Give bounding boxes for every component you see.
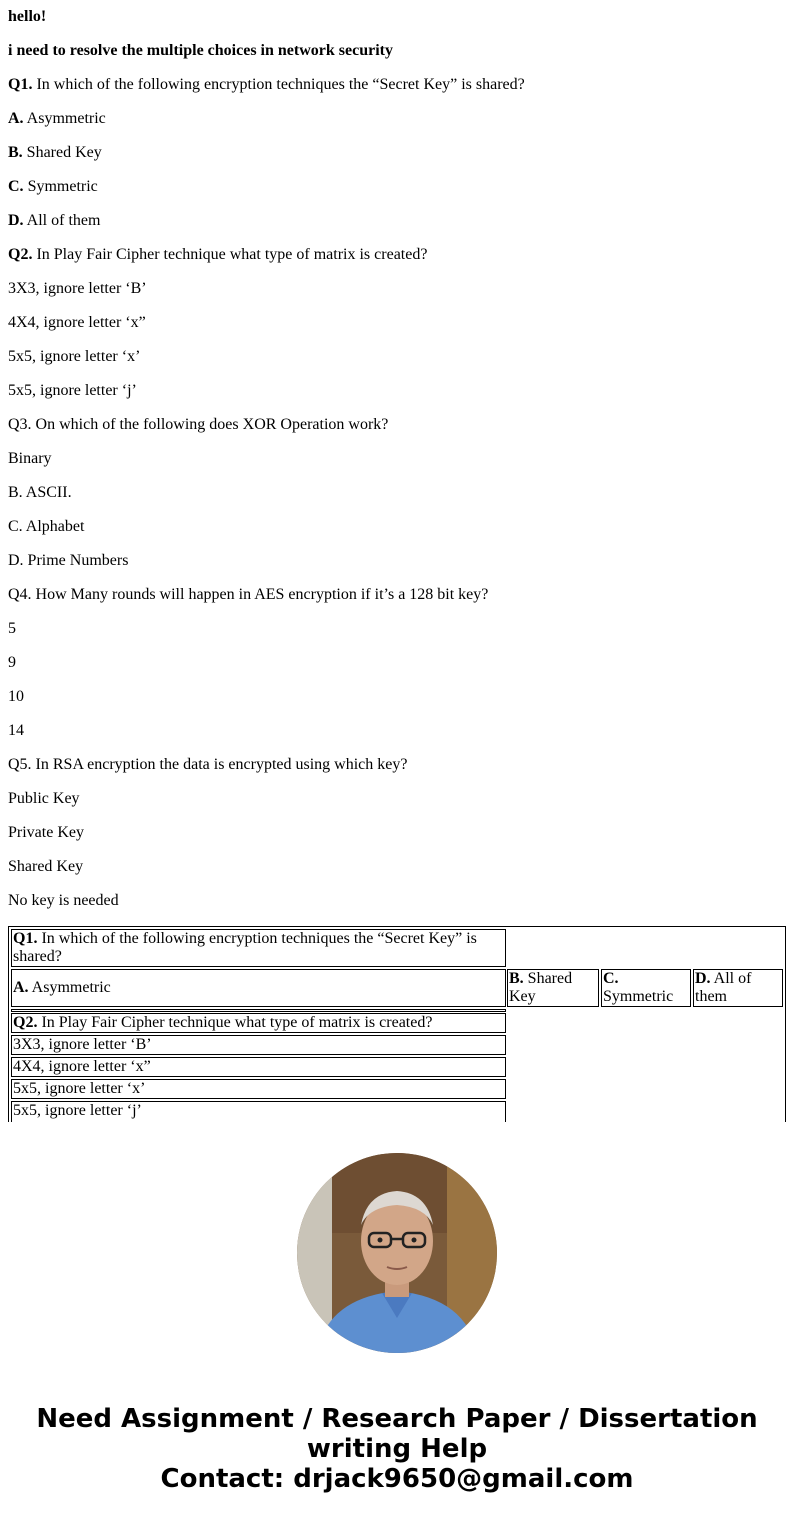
table-option-c: C. Symmetric	[601, 969, 691, 1007]
promo-line: writing Help	[306, 1434, 488, 1464]
q2-option: 4X4, ignore letter ‘x”	[8, 314, 146, 331]
q1-option-c: C. Symmetric	[8, 178, 98, 195]
q2-option: 5x5, ignore letter ‘j’	[8, 382, 137, 399]
promo-banner	[0, 1404, 794, 1494]
q4-option: 14	[8, 722, 24, 739]
q5-option: Public Key	[8, 790, 80, 807]
q1-option-d: D. All of them	[8, 212, 101, 229]
q4-option: 5	[8, 620, 16, 637]
questions-table	[8, 926, 786, 1122]
q4-option: 9	[8, 654, 16, 671]
q2-option: 3X3, ignore letter ‘B’	[8, 280, 147, 297]
table-q2-cell: Q2. In Play Fair Cipher technique what type of matrix is created?	[11, 1013, 506, 1033]
q1-option-b: B. Shared Key	[8, 144, 102, 161]
q1-option-a: A. Asymmetric	[8, 110, 106, 127]
promo-line: Need Assignment / Research Paper / Dissertation	[36, 1404, 758, 1434]
q5-option: No key is needed	[8, 892, 119, 909]
table-q2-option: 4X4, ignore letter ‘x”	[11, 1057, 506, 1077]
table-option-d: D. All of them	[693, 969, 783, 1007]
promo-contact: Contact: drjack9650@gmail.com	[160, 1464, 634, 1494]
q5-option: Private Key	[8, 824, 84, 841]
table-option-b: B. Shared Key	[507, 969, 599, 1007]
request-heading: i need to resolve the multiple choices in network security	[8, 42, 393, 59]
table-q1-cell: Q1. In which of the following encryption techniques the “Secret Key” is shared?	[11, 929, 506, 967]
table-divider	[11, 1009, 506, 1012]
portrait-image	[297, 1153, 497, 1353]
q2-option: 5x5, ignore letter ‘x’	[8, 348, 141, 365]
question-3: Q3. On which of the following does XOR Operation work?	[8, 416, 389, 433]
author-photo	[297, 1153, 497, 1353]
question-2: Q2. In Play Fair Cipher technique what type of matrix is created?	[8, 246, 428, 263]
q5-option: Shared Key	[8, 858, 84, 875]
question-5: Q5. In RSA encryption the data is encrypted using which key?	[8, 756, 408, 773]
q3-option: B. ASCII.	[8, 484, 72, 501]
q3-option: Binary	[8, 450, 52, 467]
q4-option: 10	[8, 688, 24, 705]
q3-option: C. Alphabet	[8, 518, 85, 535]
question-4: Q4. How Many rounds will happen in AES encryption if it’s a 128 bit key?	[8, 586, 489, 603]
table-option-a: A. Asymmetric	[11, 969, 506, 1007]
table-q2-option: 3X3, ignore letter ‘B’	[11, 1035, 506, 1055]
question-1: Q1. In which of the following encryption techniques the “Secret Key” is shared?	[8, 76, 525, 93]
greeting: hello!	[8, 8, 47, 25]
table-q2-option: 5x5, ignore letter ‘j’	[11, 1101, 506, 1122]
table-q2-option: 5x5, ignore letter ‘x’	[11, 1079, 506, 1099]
q3-option: D. Prime Numbers	[8, 552, 129, 569]
